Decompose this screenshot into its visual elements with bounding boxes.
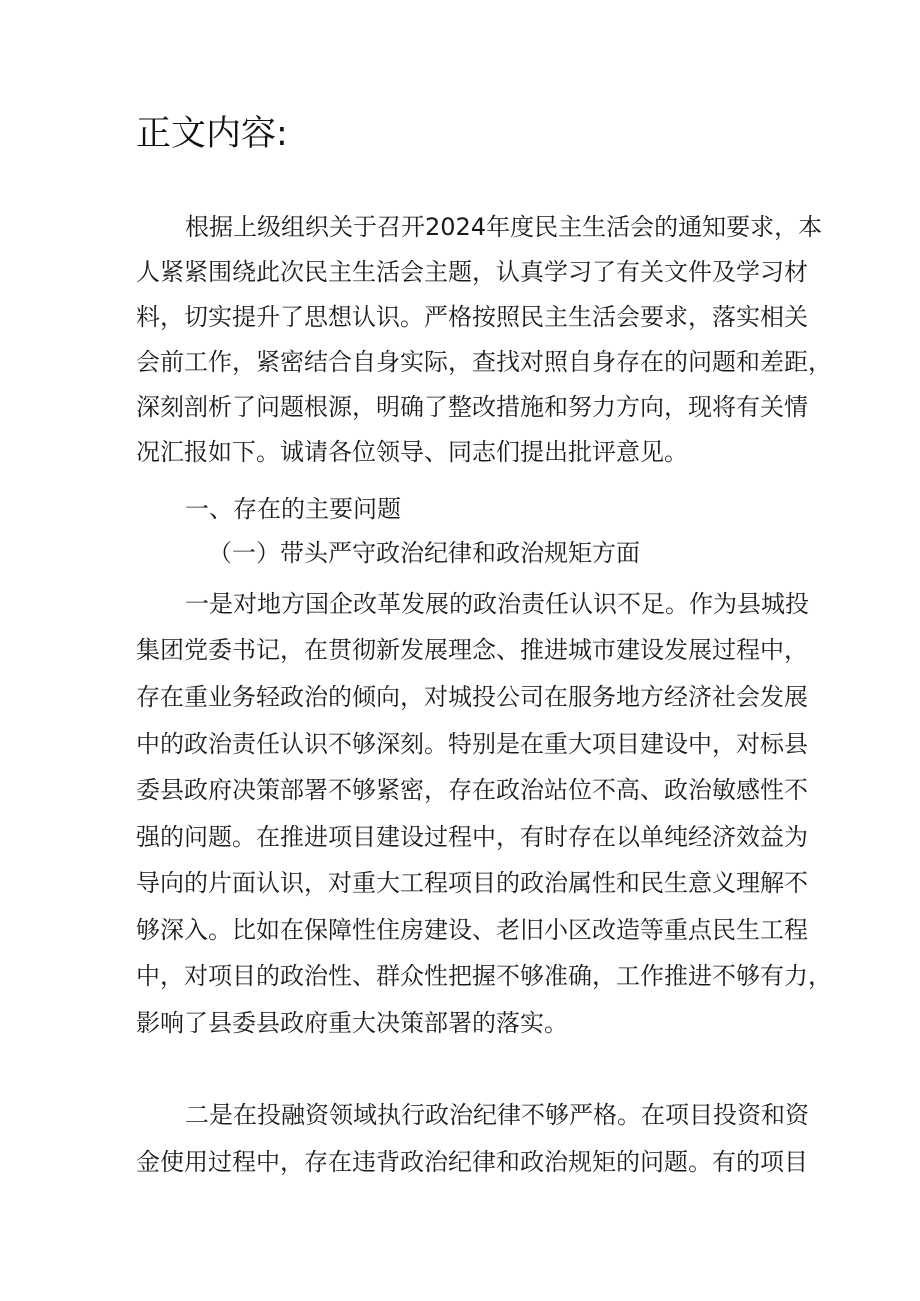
section-heading: 一、存在的主要问题 bbox=[185, 495, 401, 523]
paragraph-line: 中的政治责任认识不够深刻。特别是在重大项目建设中，对标县 bbox=[136, 730, 808, 758]
paragraph-line: 金使用过程中，存在违背政治纪律和政治规矩的问题。有的项目 bbox=[136, 1148, 808, 1176]
paragraph-line: 委县政府决策部署不够紧密，存在政治站位不高、政治敏感性不 bbox=[136, 776, 808, 804]
paragraph-line: 人紧紧围绕此次民主生活会主题，认真学习了有关文件及学习材 bbox=[136, 258, 808, 286]
page-title: 正文内容: bbox=[136, 114, 288, 154]
paragraph-line: 导向的片面认识，对重大工程项目的政治属性和民生意义理解不 bbox=[136, 869, 808, 897]
paragraph-line: 会前工作，紧密结合自身实际，查找对照自身存在的问题和差距， bbox=[136, 348, 832, 376]
paragraph-line: 深刻剖析了问题根源，明确了整改措施和努力方向，现将有关情 bbox=[136, 393, 808, 421]
paragraph-line: 强的问题。在推进项目建设过程中，有时存在以单纯经济效益为 bbox=[136, 823, 808, 851]
paragraph-line: 影响了县委县政府重大决策部署的落实。 bbox=[136, 1009, 568, 1037]
paragraph-line: 够深入。比如在保障性住房建设、老旧小区改造等重点民生工程 bbox=[136, 916, 808, 944]
paragraph-line: 集团党委书记，在贯彻新发展理念、推进城市建设发展过程中， bbox=[136, 636, 808, 664]
paragraph-line: 一是对地方国企改革发展的政治责任认识不足。作为县城投 bbox=[185, 590, 809, 618]
paragraph-line: 况汇报如下。诚请各位领导、同志们提出批评意见。 bbox=[136, 438, 688, 466]
subsection-heading: （一）带头严守政治纪律和政治规矩方面 bbox=[208, 539, 640, 567]
paragraph-line: 根据上级组织关于召开2024年度民主生活会的通知要求，本 bbox=[185, 213, 823, 241]
paragraph-line: 二是在投融资领域执行政治纪律不够严格。在项目投资和资 bbox=[185, 1101, 809, 1129]
paragraph-line: 中，对项目的政治性、群众性把握不够准确，工作推进不够有力， bbox=[136, 962, 832, 990]
paragraph-line: 料，切实提升了思想认识。严格按照民主生活会要求，落实相关 bbox=[136, 303, 808, 331]
paragraph-line: 存在重业务轻政治的倾向，对城投公司在服务地方经济社会发展 bbox=[136, 683, 808, 711]
